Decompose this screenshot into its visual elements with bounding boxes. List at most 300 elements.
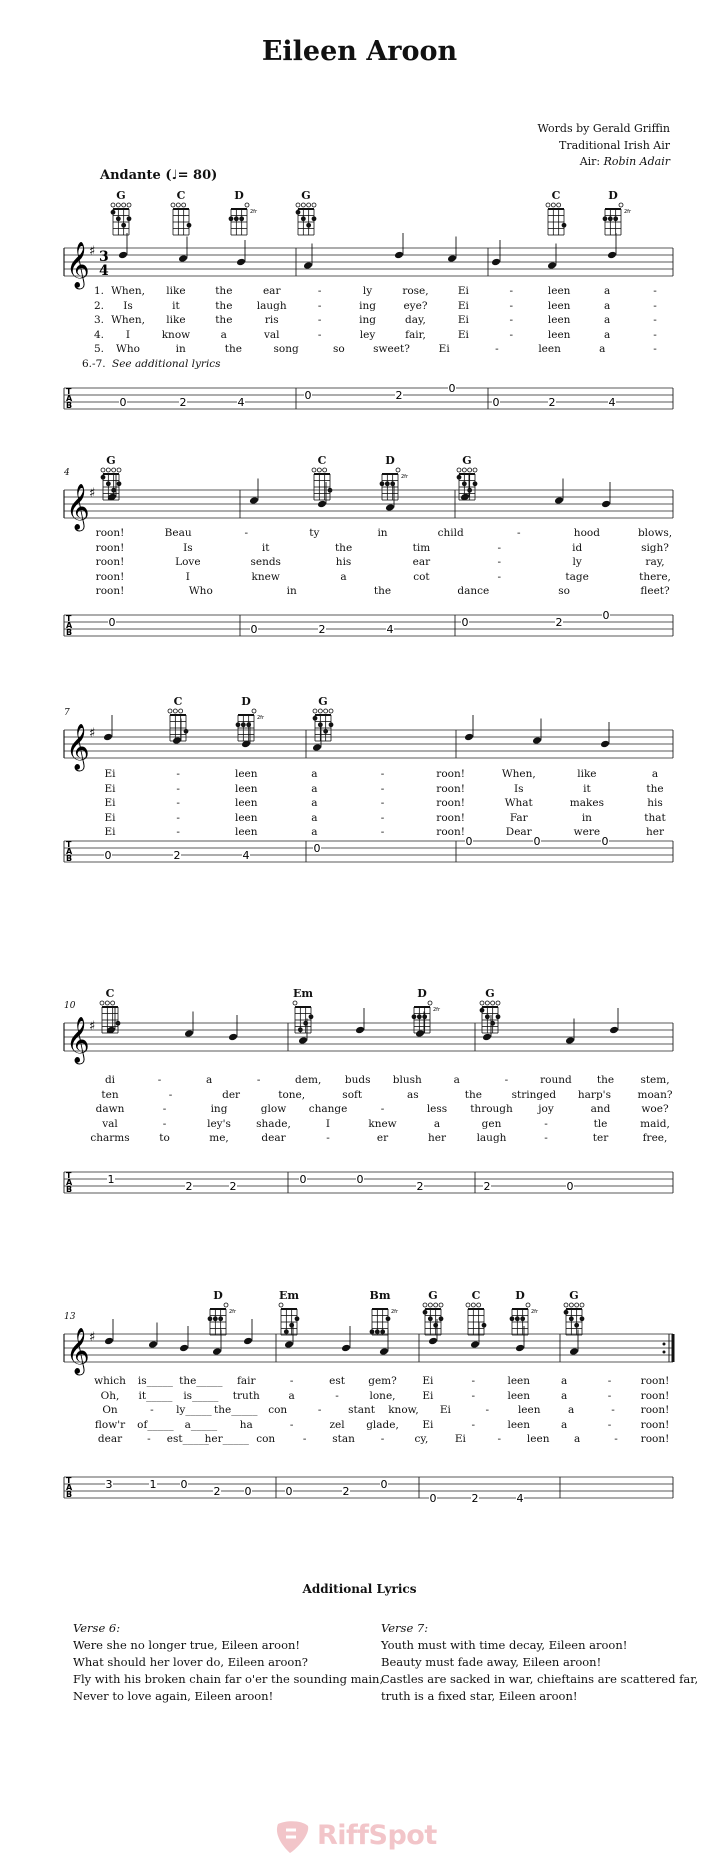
lyric-syllable: roon!	[436, 811, 465, 824]
tab-clef-letter: B	[66, 628, 73, 637]
lyric-syllable: Love	[175, 556, 201, 568]
lyric-syllable: -	[335, 1389, 339, 1402]
tab-fret-number: 1	[149, 1478, 157, 1491]
lyric-syllable: id	[572, 541, 583, 554]
lyric-syllable: eye?	[403, 299, 428, 312]
verse-number: 4.	[94, 328, 105, 341]
chord-name: D	[515, 1289, 525, 1302]
page-title: Eileen Aroon	[261, 36, 458, 67]
lyric-syllable: -	[176, 811, 180, 824]
lyric-syllable: On	[102, 1404, 118, 1416]
note-head	[428, 1337, 438, 1346]
lyric-syllable: the	[224, 343, 242, 355]
tab-clef-letter: B	[66, 1185, 73, 1194]
lyric-syllable: ing	[359, 299, 376, 312]
air-prefix: Air:	[579, 155, 601, 168]
lyric-syllable: When,	[111, 285, 145, 297]
measure-number: 10	[64, 1001, 76, 1011]
lyric-syllable: -	[317, 328, 322, 341]
lyric-syllable: a	[311, 782, 318, 795]
lyric-syllable: truth	[232, 1389, 260, 1402]
lyric-syllable: through	[470, 1103, 513, 1115]
tab-fret-number: 0	[465, 835, 473, 848]
lyric-syllable: a	[311, 797, 318, 809]
lyric-syllable: leen	[234, 797, 258, 809]
lyric-syllable: dawn	[95, 1103, 125, 1115]
lyric-syllable: round	[540, 1074, 572, 1086]
tab-fret-number: 4	[242, 849, 250, 862]
tempo-paren-close: )	[211, 168, 218, 183]
lyric-syllable: in	[377, 527, 388, 539]
treble-clef-icon: 𝄞	[66, 484, 90, 530]
measure-number: 13	[64, 1312, 76, 1322]
lyric-syllable: his	[335, 556, 352, 568]
chord-name: D	[234, 189, 244, 202]
lyric-syllable: -	[176, 797, 180, 809]
lyric-syllable: -	[516, 527, 521, 539]
lyric-syllable: -	[380, 826, 385, 838]
lyric-syllable: it	[583, 782, 591, 795]
verse-7	[381, 1620, 698, 1705]
lyric-syllable: ter	[592, 1132, 609, 1144]
verse-6-line-3: Fly with his broken chain far o'er the sounding main,	[73, 1672, 384, 1686]
lyric-syllable: -	[326, 1132, 330, 1144]
lyric-syllable: -	[653, 299, 657, 312]
tab-clef-letter: T	[66, 840, 72, 849]
verse-7-line-4: truth is a fixed star, Eileen aroon!	[381, 1689, 578, 1703]
additional-lyrics-heading: Additional Lyrics	[302, 1582, 417, 1596]
lyric-syllable: leen	[234, 826, 258, 838]
chord-name: D	[385, 454, 395, 467]
lyric-syllable: less	[426, 1103, 448, 1115]
lyric-syllable: ten	[101, 1088, 119, 1101]
lyric-syllable: What	[504, 797, 533, 809]
lyric-syllable: leen	[526, 1433, 550, 1445]
lyric-syllable: Far	[509, 811, 528, 824]
lyric-syllable: ear	[262, 285, 281, 297]
lyric-syllable: -	[317, 285, 322, 297]
lyric-syllable: con	[256, 1433, 276, 1445]
lyric-syllable: her	[428, 1132, 446, 1144]
verse-7-line-2: Beauty must fade away, Eileen aroon!	[381, 1655, 602, 1669]
tab-fret-number: 2	[173, 849, 181, 862]
lyric-syllable: -	[317, 299, 322, 312]
tab-fret-number: 0	[108, 616, 116, 629]
lyric-syllable: a	[205, 1074, 213, 1086]
air-name: Robin Adair	[603, 155, 670, 168]
lyric-syllable: -	[611, 1404, 615, 1416]
lyric-syllable: blows,	[637, 527, 673, 539]
chord-name: C	[317, 454, 327, 467]
lyric-syllable: tone,	[278, 1088, 306, 1101]
lyric-syllable: the	[646, 782, 664, 795]
tab-fret-number: 2	[471, 1492, 479, 1505]
lyric-syllable: it	[172, 299, 180, 312]
chord-name: Em	[292, 987, 314, 1000]
chord-name: G	[569, 1289, 579, 1302]
lyric-syllable: cot	[413, 570, 430, 583]
lyric-syllable: ley	[359, 328, 376, 341]
verse-7-line-1: Youth must with time decay, Eileen aroon!	[381, 1638, 628, 1652]
lyric-syllable: ty	[309, 527, 320, 539]
chord-diagram-g	[423, 1303, 444, 1335]
lyric-syllable: -	[289, 1375, 294, 1387]
lyric-syllable: day,	[405, 314, 426, 326]
lyric-syllable: the	[334, 541, 353, 554]
lyric-syllable: leen	[234, 782, 258, 795]
lyric-syllable: a	[311, 768, 318, 780]
lyric-syllable: knew	[251, 570, 280, 583]
lyric-syllable: leen	[517, 1404, 541, 1416]
lyric-syllable: Ei	[422, 1375, 434, 1387]
lyric-syllable: -	[497, 1433, 502, 1445]
lyric-syllable: ly	[362, 285, 373, 297]
lyric-syllable: laugh	[256, 299, 287, 312]
note-head	[379, 1347, 389, 1356]
note-head	[569, 1347, 579, 1356]
lyric-syllable: Ei	[457, 285, 469, 297]
lyric-syllable: a	[603, 285, 611, 297]
time-signature-top: 3	[99, 249, 109, 265]
chord-name: C	[105, 987, 115, 1000]
lyric-syllable: song	[273, 343, 299, 355]
lyric-syllable: a	[651, 768, 659, 780]
lyric-syllable: -	[317, 1404, 322, 1416]
lyric-syllable: a	[568, 1404, 575, 1416]
verse-number: 2.	[94, 299, 105, 312]
lyric-syllable: the	[215, 285, 233, 297]
lyric-syllable: a	[340, 570, 347, 583]
tab-clef-letter: T	[66, 1476, 72, 1485]
verse-number: 5.	[94, 343, 105, 355]
lyric-syllable: -	[653, 328, 657, 341]
lyric-syllable: a	[453, 1074, 460, 1086]
lyric-syllable: -	[176, 768, 180, 780]
lyric-syllable: the	[215, 299, 233, 312]
verse-6	[73, 1620, 383, 1705]
lyric-syllable: of_____	[137, 1418, 174, 1431]
measure-number: 4	[64, 468, 70, 478]
lyric-syllable: blush	[392, 1074, 422, 1086]
lyric-syllable: -	[495, 343, 499, 355]
lyric-syllable: -	[380, 1433, 385, 1445]
tab-fret-number: 0	[250, 623, 258, 636]
tab-fret-number: 2	[179, 396, 187, 409]
lyric-syllable: roon!	[640, 1389, 670, 1402]
lyric-syllable: leen	[507, 1418, 531, 1431]
lyric-syllable: know	[161, 328, 191, 341]
lyric-syllable: -	[607, 1418, 612, 1431]
tab-fret-number: 2	[318, 623, 326, 636]
fret-marker: 2fr	[257, 715, 264, 721]
lyric-syllable: -	[509, 328, 514, 341]
lyric-syllable: a	[603, 328, 611, 341]
air-type-credit: Traditional Irish Air	[559, 138, 670, 152]
treble-clef-icon: 𝄞	[66, 724, 90, 770]
lyric-syllable: -	[380, 811, 385, 824]
lyric-syllable: Ei	[104, 797, 116, 809]
lyric-syllable: -	[162, 1103, 167, 1115]
lyric-syllable: the	[215, 314, 233, 326]
lyric-syllable: soft	[342, 1088, 363, 1101]
note-head	[104, 1337, 114, 1346]
lyric-syllable: roon!	[640, 1404, 670, 1416]
tab-fret-number: 0	[313, 842, 321, 855]
lyric-syllable: that	[644, 811, 666, 824]
lyric-syllable: a	[561, 1375, 568, 1387]
lyric-syllable: woe?	[641, 1103, 669, 1115]
lyric-syllable: leen	[234, 768, 258, 780]
lyric-syllable: maid,	[640, 1117, 670, 1130]
lyric-syllable: leen	[507, 1389, 531, 1402]
lyric-syllable: her	[646, 826, 664, 838]
lyric-syllable: -	[653, 314, 657, 326]
lyric-syllable: know,	[388, 1404, 419, 1416]
lyric-syllable: -	[168, 1088, 173, 1101]
lyric-syllable: glow	[260, 1103, 287, 1115]
lyric-syllable: est_____	[166, 1433, 209, 1445]
lyric-syllable: leen	[538, 343, 561, 355]
tab-clef-letter: A	[66, 621, 73, 630]
lyric-syllable: is_____	[183, 1389, 219, 1402]
lyric-syllable: ing	[359, 314, 376, 326]
lyric-syllable: -	[485, 1404, 490, 1416]
chord-diagram-em	[279, 1303, 299, 1335]
lyric-syllable: Ei	[422, 1418, 434, 1431]
lyric-syllable: roon!	[95, 527, 125, 539]
lyric-syllable: me,	[209, 1132, 229, 1144]
fret-marker: 2fr	[401, 474, 408, 480]
lyric-syllable: Ei	[457, 299, 469, 312]
chord-name: G	[462, 454, 472, 467]
lyric-syllable: hood	[573, 527, 600, 539]
tab-fret-number: 4	[386, 623, 394, 636]
tab-fret-number: 2	[229, 1180, 237, 1193]
lyric-syllable: tim	[412, 541, 431, 554]
lyric-syllable: est	[329, 1375, 345, 1387]
chord-name: C	[176, 189, 186, 202]
lyric-syllable: ris	[264, 314, 279, 326]
lyric-syllable: leen	[547, 299, 571, 312]
lyric-syllable: -	[380, 782, 385, 795]
lyric-syllable: a	[288, 1389, 295, 1402]
lyric-syllable: is_____	[137, 1375, 173, 1387]
chord-name: D	[213, 1289, 223, 1302]
tab-fret-number: 0	[244, 1485, 252, 1498]
lyric-syllable: a	[599, 343, 606, 355]
tab-fret-number: 2	[342, 1485, 350, 1498]
fret-marker: 2fr	[624, 209, 631, 215]
lyric-syllable: leen	[547, 314, 571, 326]
riffspot-logo[interactable]	[272, 1820, 462, 1850]
tab-fret-number: 1	[107, 1173, 115, 1186]
tab-fret-number: 0	[104, 849, 112, 862]
lyric-syllable: glade,	[366, 1418, 399, 1431]
lyric-syllable: a	[603, 314, 611, 326]
tab-fret-number: 4	[608, 396, 616, 409]
lyric-syllable: stringed	[511, 1088, 557, 1101]
fret-marker: 2fr	[250, 209, 257, 215]
chord-name: Bm	[369, 1289, 391, 1302]
lyric-syllable: child	[437, 527, 464, 539]
verse-6-label: Verse 6:	[73, 1621, 121, 1635]
lyric-syllable: -	[471, 1375, 476, 1387]
lyric-syllable: a	[603, 299, 611, 312]
chord-name: G	[485, 987, 495, 1000]
lyric-syllable: the	[596, 1074, 615, 1086]
lyric-syllable: -	[150, 1404, 154, 1416]
chord-diagram-g	[564, 1303, 585, 1335]
lyric-syllable: -	[497, 556, 502, 568]
lyric-syllable: I	[325, 1117, 331, 1130]
lyric-syllable: der	[222, 1088, 241, 1101]
lyric-syllable: leen	[547, 328, 571, 341]
key-sharp-icon: ♯	[89, 1019, 96, 1034]
lyric-syllable: -	[607, 1389, 612, 1402]
lyric-syllable: -	[544, 1132, 548, 1144]
tab-clef-letter: B	[66, 401, 73, 410]
tab-fret-number: 4	[237, 396, 245, 409]
chord-name: G	[318, 695, 328, 708]
lyric-syllable: a	[220, 328, 227, 341]
lyric-syllable: change	[308, 1103, 348, 1115]
lyric-syllable: ly	[572, 556, 582, 568]
lyric-syllable: a_____	[184, 1418, 218, 1431]
chord-diagram-bm	[370, 1309, 399, 1335]
lyric-syllable: di	[104, 1074, 116, 1086]
lyric-syllable: Ei	[104, 826, 116, 838]
lyric-syllable: Ei	[454, 1433, 466, 1445]
tab-clef-letter: B	[66, 1490, 73, 1499]
tab-fret-number: 0	[119, 396, 127, 409]
lyric-syllable: fair,	[405, 328, 426, 341]
chord-name: C	[173, 695, 183, 708]
lyric-syllable: laugh	[476, 1132, 507, 1144]
chord-name: G	[106, 454, 116, 467]
lyric-syllable: roon!	[95, 570, 125, 583]
tab-clef-letter: A	[66, 394, 73, 403]
tab-clef-letter: A	[66, 847, 73, 856]
lyric-syllable: roon!	[95, 585, 125, 597]
lyric-syllable: Ei	[104, 768, 116, 780]
lyric-syllable: a	[433, 1117, 441, 1130]
lyric-syllable: -	[471, 1418, 476, 1431]
lyric-syllable: in	[581, 811, 592, 824]
chord-name: D	[241, 695, 251, 708]
lyric-syllable: -	[380, 797, 385, 809]
lyric-syllable: free,	[642, 1132, 668, 1144]
lyric-syllable: -	[653, 285, 657, 297]
lyric-syllable: -	[509, 314, 514, 326]
lyric-syllable: gen	[481, 1117, 502, 1130]
verse-number: 1.	[94, 285, 105, 297]
lyric-syllable: -	[607, 1375, 612, 1387]
lyric-syllable: the	[464, 1088, 482, 1101]
note-head	[341, 1344, 351, 1353]
tab-fret-number: 0	[285, 1485, 293, 1498]
lyric-syllable: -	[244, 527, 249, 539]
lyric-syllable: harp's	[577, 1088, 611, 1101]
tab-clef-letter: A	[66, 1483, 73, 1492]
verse-6-line-4: Never to love again, Eileen aroon!	[73, 1689, 274, 1703]
lyric-syllable: her_____	[204, 1433, 249, 1445]
lyric-syllable: roon!	[640, 1375, 670, 1387]
lyric-syllable: which	[94, 1375, 126, 1387]
lyric-syllable: -	[380, 768, 385, 780]
lyric-syllable: -	[544, 1117, 548, 1130]
key-sharp-icon: ♯	[89, 726, 96, 741]
lyric-syllable: stem,	[640, 1074, 670, 1086]
tab-fret-number: 0	[448, 382, 456, 395]
tab-clef-letter: A	[66, 1178, 73, 1187]
lyric-syllable: joy	[538, 1103, 554, 1115]
lyric-syllable: knew	[368, 1117, 397, 1130]
repeat-dot	[663, 1351, 666, 1354]
key-sharp-icon: ♯	[89, 1330, 96, 1345]
lyric-syllable: I	[125, 328, 131, 341]
lyric-syllable: ha	[239, 1418, 253, 1431]
lyric-syllable: a	[561, 1418, 568, 1431]
lyric-syllable: Ei	[104, 782, 116, 795]
lyric-syllable: lone,	[369, 1389, 396, 1402]
lyric-syllable: -	[504, 1074, 509, 1086]
time-signature-bottom: 4	[99, 263, 109, 279]
fret-marker: 2fr	[229, 1309, 236, 1315]
lyric-syllable: -	[147, 1433, 151, 1445]
lyric-syllable: stan	[332, 1433, 355, 1445]
tab-fret-number: 4	[516, 1492, 524, 1505]
treble-clef-icon: 𝄞	[66, 1328, 90, 1374]
lyric-syllable: the	[373, 585, 392, 597]
lyric-syllable: Who	[116, 343, 140, 355]
lyric-syllable: flow'r	[94, 1418, 126, 1431]
lyric-syllable: makes	[569, 797, 604, 809]
lyric-syllable: leen	[507, 1375, 531, 1387]
lyric-syllable: the_____	[214, 1404, 258, 1416]
chord-diagram-d	[208, 1303, 237, 1335]
tab-fret-number: 2	[416, 1180, 424, 1193]
lyric-syllable: -	[614, 1433, 618, 1445]
treble-clef-icon: 𝄞	[66, 242, 90, 288]
lyric-syllable: I	[185, 570, 190, 583]
fret-marker: 2fr	[433, 1007, 440, 1013]
verse-number-6-7: 6.-7.	[82, 357, 106, 370]
key-sharp-icon: ♯	[89, 486, 96, 501]
lyric-syllable: roon!	[436, 826, 465, 838]
lyric-syllable: cy,	[414, 1433, 429, 1445]
tab-fret-number: 0	[180, 1478, 188, 1491]
logo-text: RiffSpot	[317, 1820, 437, 1851]
lyric-syllable: gem?	[368, 1375, 397, 1387]
note-head	[179, 1344, 189, 1353]
quarter-note-icon: ♩	[171, 168, 178, 183]
lyric-syllable: roon!	[640, 1433, 670, 1445]
lyric-syllable: it	[261, 541, 270, 554]
tempo-word: Andante	[100, 168, 161, 183]
lyric-syllable: roon!	[95, 541, 125, 554]
lyric-syllable: Is	[183, 541, 193, 554]
lyric-syllable: Ei	[422, 1389, 434, 1402]
chord-name: G	[428, 1289, 438, 1302]
lyric-syllable: Ei	[457, 328, 469, 341]
lyric-syllable: fleet?	[640, 585, 670, 597]
lyric-syllable: Ei	[457, 314, 469, 326]
tab-fret-number: 0	[461, 616, 469, 629]
lyric-syllable: ear	[412, 556, 431, 568]
lyric-syllable: dear	[97, 1433, 123, 1445]
note-head	[284, 1340, 294, 1349]
lyric-syllable: a	[561, 1389, 568, 1402]
